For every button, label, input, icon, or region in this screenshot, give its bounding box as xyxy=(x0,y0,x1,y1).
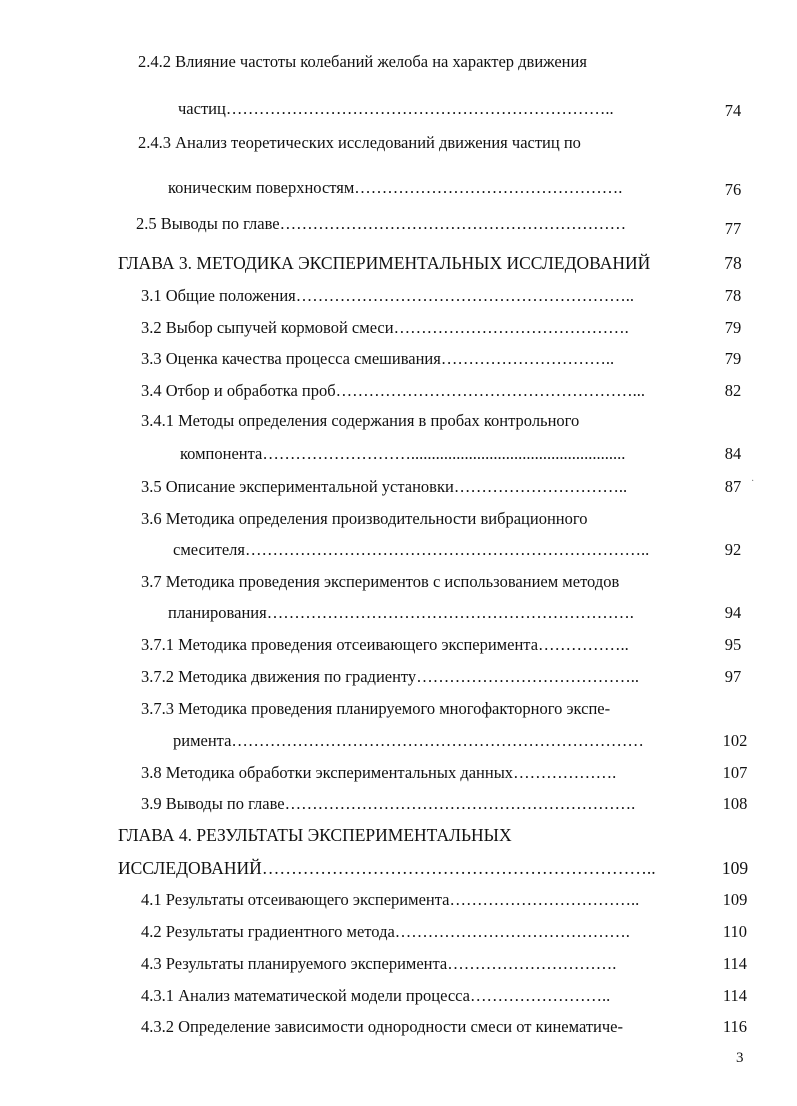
toc-page-number: 87 xyxy=(724,477,742,496)
toc-page-number: 82 xyxy=(724,381,742,400)
toc-page-number xyxy=(703,696,763,722)
toc-page-number: 84 xyxy=(724,444,742,463)
toc-page-number: 108 xyxy=(722,794,748,813)
toc-entry: компонента……………………….................................................... xyxy=(180,444,626,463)
toc-entry: 4.1 Результаты отсеивающего эксперимента…………………………….. xyxy=(141,890,640,909)
toc-entry: 4.3.2 Определение зависимости однородности смеси от кинематиче- xyxy=(141,1017,623,1036)
toc-chapter-heading: ИССЛЕДОВАНИЙ………………………………………………………….. xyxy=(118,858,656,878)
toc-entry: 3.3 Оценка качества процесса смешивания………………………….. xyxy=(141,349,615,368)
toc-entry: римента………………………………………………………………… xyxy=(173,731,644,750)
toc-entry: 3.7.2 Методика движения по градиенту………………………………….. xyxy=(141,667,639,686)
toc-entry: частиц…………………………………………………………….. xyxy=(178,99,614,118)
toc-page-number xyxy=(703,49,763,75)
toc-page-number: 92 xyxy=(724,540,742,559)
toc-entry: 3.7.3 Методика проведения планируемого многофакторного экспе- xyxy=(141,699,611,718)
toc-entry: 3.7.1 Методика проведения отсеивающего эксперимента…………….. xyxy=(141,635,629,654)
toc-page-number xyxy=(703,408,763,434)
toc-entry: коническим поверхностям…………………………………………. xyxy=(168,178,623,197)
toc-page-number: 102 xyxy=(722,731,748,750)
toc-entry: 3.5 Описание экспериментальной установки………………………….. xyxy=(141,477,628,496)
scan-mark: · xyxy=(751,476,755,487)
toc-page-number: 79 xyxy=(724,318,742,337)
toc-page-number: 109 xyxy=(722,890,748,909)
toc-entry: смесителя……………………………………………………………….. xyxy=(173,540,650,559)
toc-page-number xyxy=(703,506,763,532)
toc-entry: 3.4 Отбор и обработка проб………………………………………………... xyxy=(141,381,646,400)
toc-page-number xyxy=(703,130,763,156)
toc-entry: 2.5 Выводы по главе……………………………………………………… xyxy=(136,214,627,233)
toc-entry: 2.4.3 Анализ теоретических исследований движения частиц по xyxy=(138,133,581,152)
toc-page-number: 95 xyxy=(724,635,742,654)
toc-page-number: 76 xyxy=(724,180,742,199)
toc-entry: 3.7 Методика проведения экспериментов с использованием методов xyxy=(141,572,620,591)
toc-entry: 3.1 Общие положения…………………………………………………….. xyxy=(141,286,634,305)
toc-entry: 4.2 Результаты градиентного метода……………………………………. xyxy=(141,922,630,941)
toc-page-number: 74 xyxy=(724,101,742,120)
page-number: 3 xyxy=(736,1050,744,1066)
toc-page-number: 109 xyxy=(721,858,749,878)
toc-entry: планирования…………………………………………………………. xyxy=(168,603,634,622)
toc-entry: 4.3 Результаты планируемого эксперимента…………………………. xyxy=(141,954,617,973)
toc-chapter-heading: ГЛАВА 3. МЕТОДИКА ЭКСПЕРИМЕНТАЛЬНЫХ ИССЛЕДОВАНИЙ xyxy=(118,253,651,273)
toc-page-number xyxy=(705,822,765,848)
toc-page-number: 79 xyxy=(724,349,742,368)
toc-entry: 3.4.1 Методы определения содержания в пробах контрольного xyxy=(141,411,580,430)
toc-entry: 3.6 Методика определения производительности вибрационного xyxy=(141,509,588,528)
toc-page-number: 114 xyxy=(722,954,748,973)
toc-entry: 3.2 Выбор сыпучей кормовой смеси……………………………………. xyxy=(141,318,629,337)
toc-page-number: 110 xyxy=(722,922,748,941)
toc-entry: 2.4.2 Влияние частоты колебаний желоба на характер движения xyxy=(138,52,587,71)
toc-page-number xyxy=(703,569,763,595)
toc-page-number: 78 xyxy=(724,286,742,305)
toc-page-number: 107 xyxy=(722,763,748,782)
toc-entry: 4.3.1 Анализ математической модели процесса…………………….. xyxy=(141,986,611,1005)
toc-entry: 3.8 Методика обработки экспериментальных данных………………. xyxy=(141,763,617,782)
toc-page-number: 116 xyxy=(722,1017,748,1036)
toc-page-number: 77 xyxy=(724,219,742,238)
toc-page-number: 78 xyxy=(724,253,742,273)
toc-page-number: 97 xyxy=(724,667,742,686)
toc-entry: 3.9 Выводы по главе………………………………………………………. xyxy=(141,794,636,813)
toc-page-number: 94 xyxy=(724,603,742,622)
toc-chapter-heading: ГЛАВА 4. РЕЗУЛЬТАТЫ ЭКСПЕРИМЕНТАЛЬНЫХ xyxy=(118,825,512,845)
toc-page-number: 114 xyxy=(722,986,748,1005)
